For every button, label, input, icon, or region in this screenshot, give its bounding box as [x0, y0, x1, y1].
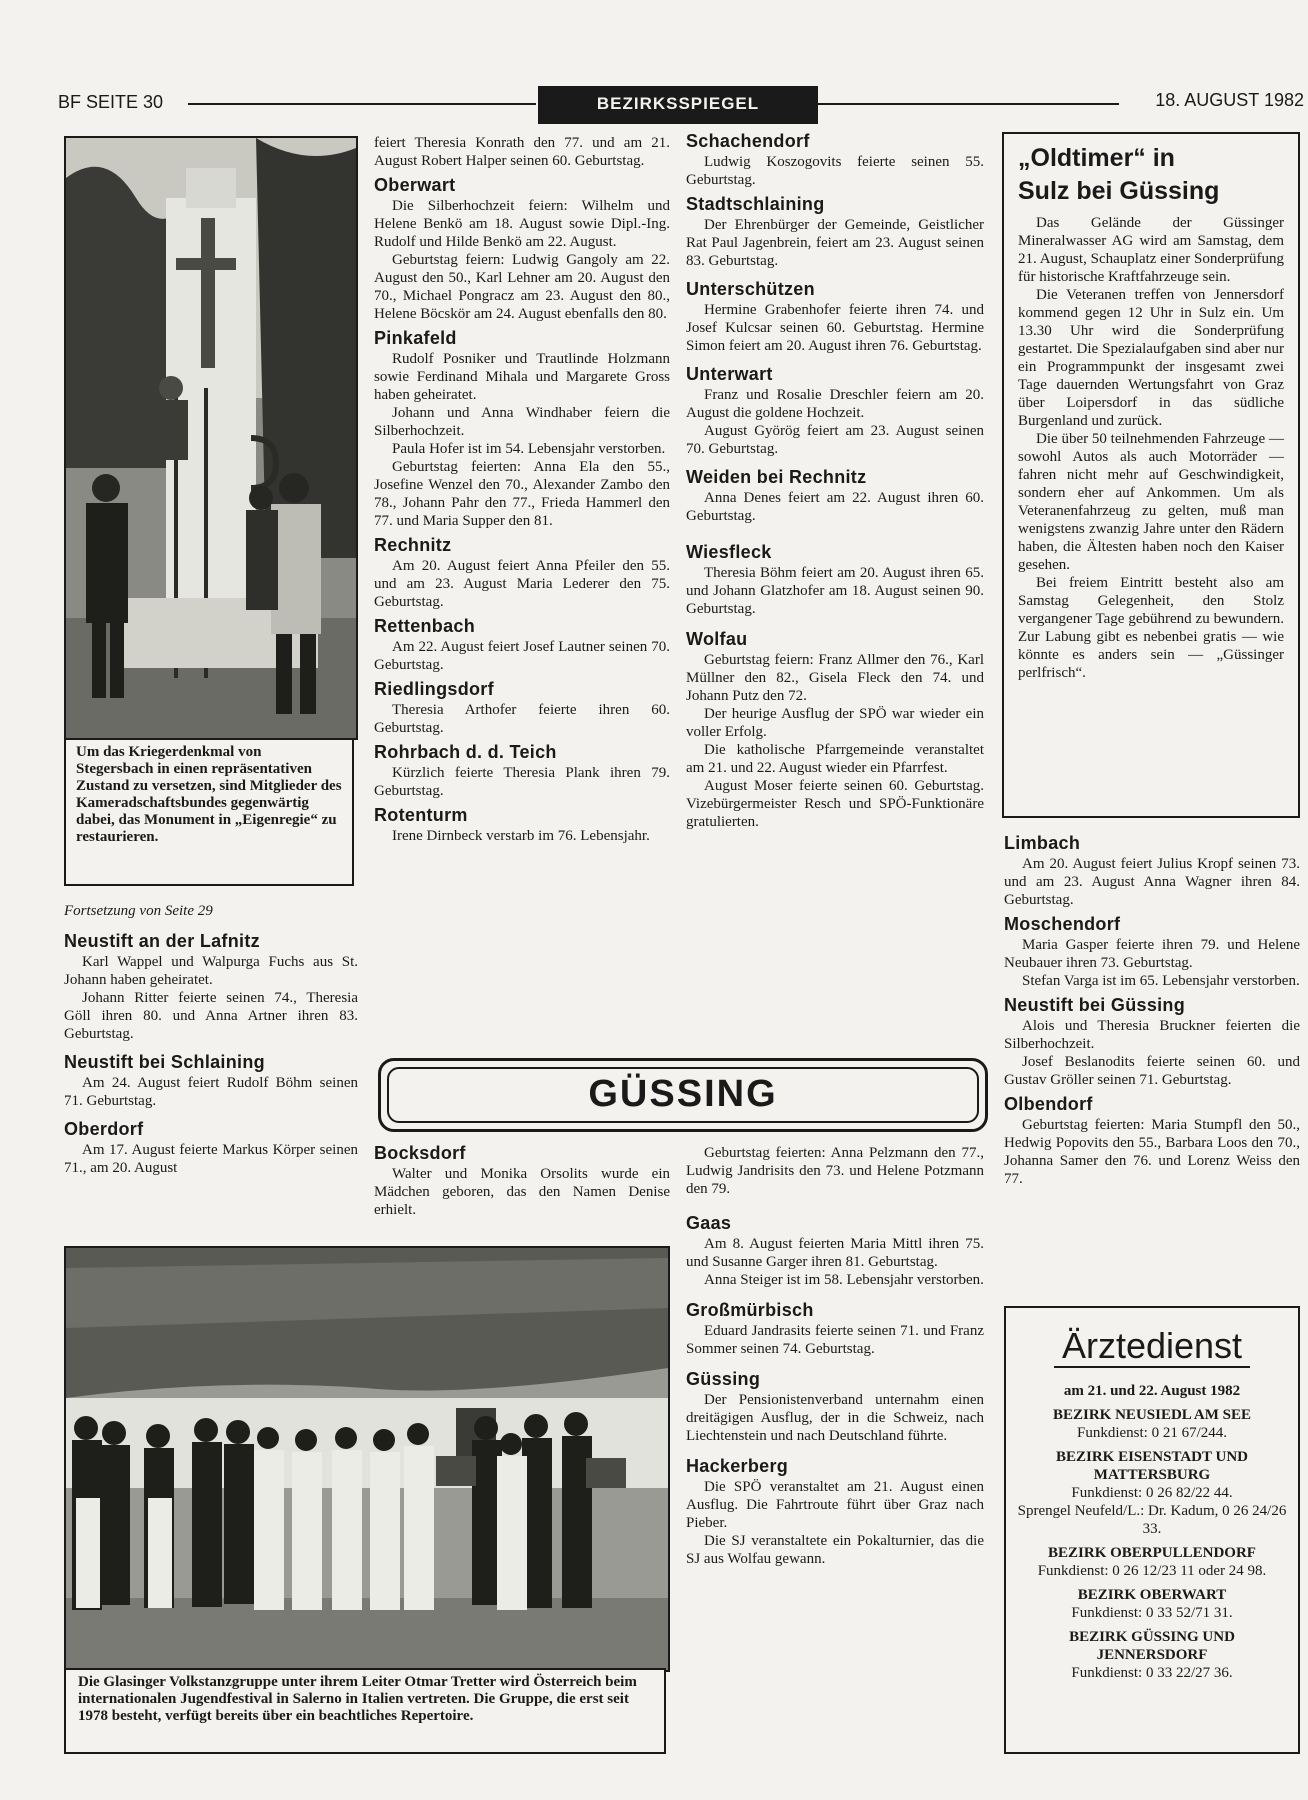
paragraph: Geburtstag feierten: Maria Stumpfl den 50., Hedwig Popovits den 55., Barbara Loos den 70., Johanna Samer den 76. und Lorenz Weiss den 77.: [1004, 1117, 1300, 1187]
header-rule-left: [188, 103, 536, 105]
column-1: [64, 902, 358, 1177]
oldtimer-article: [1002, 132, 1300, 818]
paragraph: Ludwig Koszogovits feierte seinen 55. Geburtstag.: [686, 154, 984, 188]
dance-group-photo-caption: Die Glasinger Volkstanzgruppe unter ihrem Leiter Otmar Tretter wird Österreich beim internationalen Jugendfestival in Salerno in Italien vertreten. Die Gruppe, die erst seit 1978 besteht, verfügt bereits über ein beachtliches Repertoire.: [64, 1668, 666, 1754]
paragraph: Die SPÖ veranstaltet am 21. August einen Ausflug. Die Fahrtroute führt über Graz nach Pieber.: [686, 1479, 984, 1531]
aerztedienst-box: [1004, 1306, 1300, 1754]
paragraph: August Györög feiert am 23. August seinen 70. Geburtstag.: [686, 423, 984, 457]
section-title: Rotenturm: [374, 805, 468, 825]
section-title: Rohrbach d. d. Teich: [374, 742, 557, 762]
region-name: BEZIRK OBERPULLENDORF: [1048, 1545, 1256, 1561]
paragraph: Bei freiem Eintritt besteht also am Samstag Gelegenheit, den Stolz vergangener Tage gebührend zu bewundern. Zur Labung gibt es nebenbei gratis — wie könnte es anders sein — „Güssinger perlfrisch“.: [1018, 575, 1284, 681]
paragraph: Am 22. August feiert Josef Lautner seinen 70. Geburtstag.: [374, 639, 670, 673]
section-title: BEZIRKSSPIEGEL: [540, 88, 816, 122]
paragraph: Anna Steiger ist im 58. Lebensjahr verstorben.: [704, 1272, 984, 1288]
paragraph: August Moser feierte seinen 60. Geburtstag. Vizebürgermeister Resch und SPÖ-Funktionäre gratulierten.: [686, 778, 984, 830]
guessing-column-right: [686, 1144, 984, 1568]
section-title: Pinkafeld: [374, 328, 457, 348]
region-name: BEZIRK EISENSTADT UND MATTERSBURG: [1055, 1449, 1248, 1483]
paragraph: Theresia Arthofer feierte ihren 60. Geburtstag.: [374, 702, 670, 736]
section-title: Gaas: [686, 1213, 732, 1233]
paragraph: Josef Beslanodits feierte seinen 60. und Gustav Gröller seinen 71. Geburtstag.: [1004, 1054, 1300, 1088]
region-name: BEZIRK NEUSIEDL AM SEE: [1053, 1407, 1251, 1423]
section-title: Großmürbisch: [686, 1300, 814, 1320]
continued-note: Fortsetzung von Seite 29: [64, 903, 213, 919]
section-title: Neustift an der Lafnitz: [64, 931, 260, 951]
lead-paragraph: feiert Theresia Konrath den 77. und am 21. August Robert Halper seinen 60. Geburtstag.: [374, 135, 670, 169]
section-title: Neustift bei Schlaining: [64, 1052, 265, 1072]
guessing-column-left: [374, 1140, 670, 1219]
region-line: Sprengel Neufeld/L.: Dr. Kadum, 0 26 24/26 33.: [1017, 1503, 1287, 1537]
column-2: [374, 134, 670, 845]
lead-paragraph: Geburtstag feierten: Anna Pelzmann den 77., Ludwig Jandrisits den 73. und Helene Potzmann den 79.: [686, 1145, 984, 1197]
section-title: Bocksdorf: [374, 1143, 466, 1163]
article-title-line-2: Sulz bei Güssing: [1018, 177, 1220, 205]
paragraph: Geburtstag feierten: Anna Ela den 55., Josefine Wenzel den 70., Alexander Zambo den 78., Johann Pahr den 77., Frieda Hammerl den 77. und Maria Supper den 81.: [374, 459, 670, 529]
section-title: Stadtschlaining: [686, 194, 825, 214]
paragraph: Stefan Varga ist im 65. Lebensjahr verstorben.: [1022, 973, 1300, 989]
memorial-photo: [64, 136, 358, 740]
paragraph: Rudolf Posniker und Trautlinde Holzmann sowie Ferdinand Mihala und Margarete Gross haben geheiratet.: [374, 351, 670, 403]
paragraph: Die über 50 teilnehmenden Fahrzeuge — sowohl Autos als auch Motorräder — fahren nicht mehr auf Geschwindigkeit, sondern eher auf Ankommen. Um als Veteranenfahrzeug zu gelten, muß man wenigstens zwanzig Jahre unter den Rädern haben, die Ältesten haben noch den Kaiser gesehen.: [1018, 431, 1284, 573]
paragraph: Am 17. August feierte Markus Körper seinen 71., am 20. August: [64, 1142, 358, 1176]
paragraph: Eduard Jandrasits feierte seinen 71. und Franz Sommer seinen 74. Geburtstag.: [686, 1323, 984, 1357]
paragraph: Karl Wappel und Walpurga Fuchs aus St. Johann haben geheiratet.: [64, 954, 358, 988]
aerztedienst-date: am 21. und 22. August 1982: [1063, 1383, 1241, 1399]
paragraph: Das Gelände der Güssinger Mineralwasser AG wird am Samstag, dem 21. August, Schauplatz einer Sonderprüfung für historische Kraftfahrzeuge sein.: [1018, 215, 1284, 285]
section-title: Riedlingsdorf: [374, 679, 494, 699]
paragraph: Am 24. August feiert Rudolf Böhm seinen 71. Geburtstag.: [64, 1075, 358, 1109]
header-rule-right: [814, 103, 1119, 105]
section-title: Oberwart: [374, 175, 456, 195]
section-title: Güssing: [686, 1369, 761, 1389]
paragraph: Die katholische Pfarrgemeinde veranstaltet am 21. und 22. August wieder ein Pfarrfest.: [686, 742, 984, 776]
guessing-banner-title: GÜSSING: [387, 1067, 979, 1123]
memorial-photo-caption: Um das Kriegerdenkmal von Stegersbach in einen repräsentativen Zustand zu versetzen, sind Mitglieder des Kameradschaftsbundes gegenwärtig dabei, das Monument in „Eigenregie“ zu restaurieren.: [64, 738, 354, 886]
memorial-photo-image: [66, 138, 356, 738]
paragraph: Irene Dirnbeck verstarb im 76. Lebensjahr.: [392, 828, 650, 844]
paragraph: Johann Ritter feierte seinen 74., Theresia Göll ihren 80. und Anna Artner ihren 83. Geburtstag.: [64, 990, 358, 1042]
paragraph: Am 8. August feierten Maria Mittl ihren 75. und Susanne Garger ihren 81. Geburtstag.: [686, 1236, 984, 1270]
section-title: Rechnitz: [374, 535, 452, 555]
paragraph: Die Veteranen treffen von Jennersdorf kommend gegen 12 Uhr in Sulz ein. Um 13.30 Uhr wird die Sonderprüfung gestartet. Die Spezialaufgaben sind aber nur ein Programmpunkt der insgesamt zwei Tage dauernden Wertungsfahrt von Graz über Loipersdorf in das südliche Burgenland und zurück.: [1018, 287, 1284, 429]
paragraph: Geburtstag feiern: Ludwig Gangoly am 22. August den 50., Karl Lehner am 20. August den 70., Michael Pongracz am 23. August den 80., Helene Böcskör am 24. August ebenfalls den 80.: [374, 252, 670, 322]
section-title: Schachendorf: [686, 131, 810, 151]
paragraph: Die SJ veranstaltete ein Pokalturnier, das die SJ aus Wolfau gewann.: [686, 1533, 984, 1567]
paragraph: Alois und Theresia Bruckner feierten die Silberhochzeit.: [1004, 1018, 1300, 1052]
paragraph: Theresia Böhm feiert am 20. August ihren 65. und Johann Glatzhofer am 18. August seinen 90. Geburtstag.: [686, 565, 984, 617]
paragraph: Walter und Monika Orsolits wurde ein Mädchen geboren, das den Namen Denise erhielt.: [374, 1166, 670, 1218]
guessing-banner: [378, 1058, 988, 1132]
paragraph: Maria Gasper feierte ihren 79. und Helene Neubauer ihren 73. Geburtstag.: [1004, 937, 1300, 971]
region-line: Funkdienst: 0 33 22/27 36.: [1071, 1665, 1233, 1681]
dance-group-photo-image: [66, 1248, 668, 1670]
paragraph: Geburtstag feiern: Franz Allmer den 76., Karl Müllner den 82., Gisela Fleck den 74. und Johann Putz den 72.: [686, 652, 984, 704]
section-title: Rettenbach: [374, 616, 476, 636]
paragraph: Hermine Grabenhofer feierte ihren 74. und Josef Kulcsar seinen 60. Geburtstag. Hermine Simon feiert am 20. August ihren 76. Geburtstag.: [686, 302, 984, 354]
section-title: Limbach: [1004, 833, 1081, 853]
section-title: Hackerberg: [686, 1456, 789, 1476]
paragraph: Am 20. August feiert Julius Kropf seinen 73. und am 23. August Anna Wagner ihren 84. Geburtstag.: [1004, 856, 1300, 908]
paragraph: Anna Denes feiert am 22. August ihren 60. Geburtstag.: [686, 490, 984, 524]
region-line: Funkdienst: 0 21 67/244.: [1076, 1425, 1227, 1441]
section-title: Moschendorf: [1004, 914, 1121, 934]
column-4: [1004, 832, 1300, 1188]
region-line: Funkdienst: 0 26 82/22 44.: [1071, 1485, 1233, 1501]
paragraph: Der Ehrenbürger der Gemeinde, Geistlicher Rat Paul Jagenbrein, feiert am 23. August seinen 83. Geburtstag.: [686, 217, 984, 269]
region-name: BEZIRK GÜSSING UND JENNERSDORF: [1069, 1629, 1235, 1663]
issue-date: 18. AUGUST 1982: [1155, 90, 1304, 110]
section-title: Weiden bei Rechnitz: [686, 467, 867, 487]
section-title: Wiesfleck: [686, 542, 772, 562]
section-title: Unterschützen: [686, 279, 815, 299]
paragraph: Franz und Rosalie Dreschler feiern am 20. August die goldene Hochzeit.: [686, 387, 984, 421]
section-title: Wolfau: [686, 629, 748, 649]
region-line: Funkdienst: 0 26 12/23 11 oder 24 98.: [1037, 1563, 1267, 1579]
paragraph: Der Pensionistenverband unternahm einen dreitägigen Ausflug, der in die Schweiz, nach Liechtenstein und nach Deutschland führte.: [686, 1392, 984, 1444]
region-name: BEZIRK OBERWART: [1077, 1587, 1227, 1603]
paragraph: Der heurige Ausflug der SPÖ war wieder ein voller Erfolg.: [686, 706, 984, 740]
article-title-line-1: „Oldtimer“ in: [1018, 144, 1175, 172]
paragraph: Kürzlich feierte Theresia Plank ihren 79. Geburtstag.: [374, 765, 670, 799]
column-3: [686, 130, 984, 831]
dance-group-photo: [64, 1246, 670, 1672]
section-title: Unterwart: [686, 364, 773, 384]
paragraph: Paula Hofer ist im 54. Lebensjahr verstorben.: [392, 441, 666, 457]
paragraph: Johann und Anna Windhaber feiern die Silberhochzeit.: [374, 405, 670, 439]
paragraph: Die Silberhochzeit feiern: Wilhelm und Helene Benkö am 18. August sowie Dipl.-Ing. Rudolf und Hilde Benkö am 22. August.: [374, 198, 670, 250]
region-line: Funkdienst: 0 33 52/71 31.: [1071, 1605, 1233, 1621]
aerztedienst-logo: Ärztedienst: [1054, 1326, 1250, 1368]
section-title: Oberdorf: [64, 1119, 144, 1139]
section-title: Neustift bei Güssing: [1004, 995, 1186, 1015]
section-title: Olbendorf: [1004, 1094, 1093, 1114]
page-label: BF SEITE 30: [58, 92, 164, 112]
paragraph: Am 20. August feiert Anna Pfeiler den 55. und am 23. August Maria Lederer den 75. Geburtstag.: [374, 558, 670, 610]
